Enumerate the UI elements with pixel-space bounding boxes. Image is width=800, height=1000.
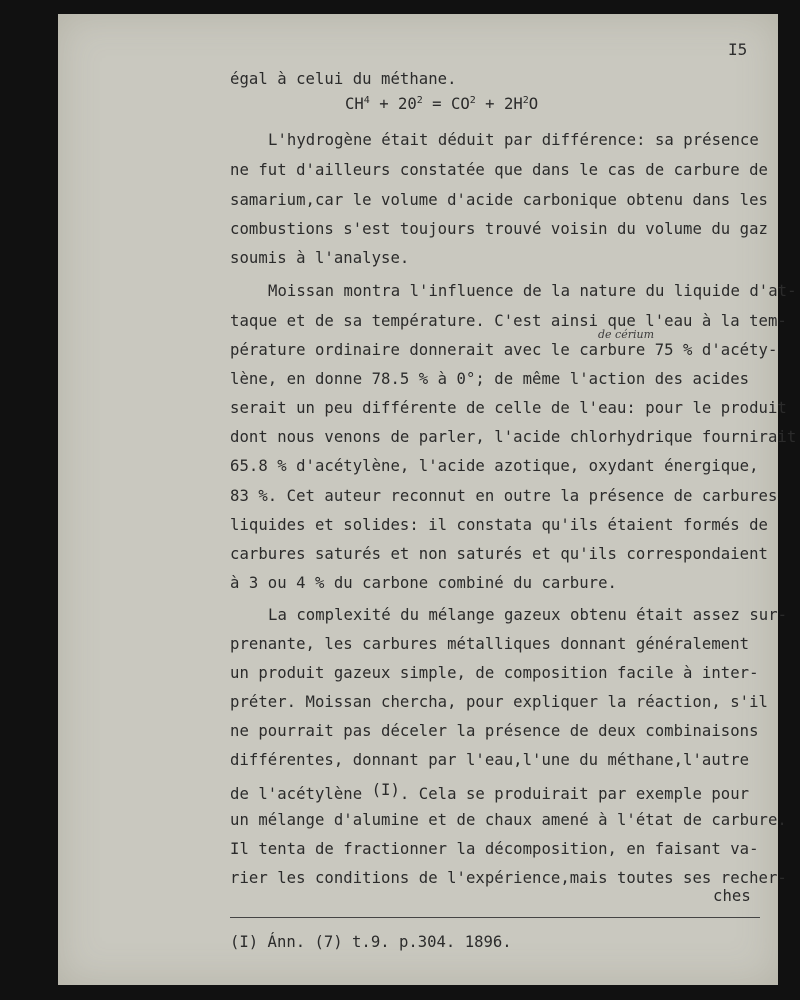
text-line: à 3 ou 4 % du carbone combiné du carbure.	[230, 574, 617, 592]
page-number: I5	[728, 40, 748, 59]
footnote-divider	[230, 917, 760, 918]
text-line: carbures saturés et non saturés et qu'ils correspondaient	[230, 545, 768, 563]
text-line: 65.8 % d'acétylène, l'acide azotique, oxydant énergique,	[230, 457, 759, 475]
text-line: ne fut d'ailleurs constatée que dans le cas de carbure de	[230, 161, 768, 179]
text-line: L'hydrogène était déduit par différence: sa présence	[268, 131, 759, 149]
text-line: préter. Moissan chercha, pour expliquer la réaction, s'il	[230, 693, 768, 711]
text-line: 83 %. Cet auteur reconnut en outre la présence de carbures	[230, 487, 778, 505]
handwritten-annotation: de cérium	[598, 328, 655, 341]
footnote: (I) Ánn. (7) t.9. p.304. 1896.	[230, 933, 512, 951]
text-line: ches	[713, 887, 751, 905]
text-line: samarium,car le volume d'acide carbonique obtenu dans les	[230, 191, 768, 209]
text-line: égal à celui du méthane.	[230, 70, 457, 88]
text-line: taque et de sa température. C'est ainsi que l'eau à la tem-	[230, 312, 787, 330]
text-line: combustions s'est toujours trouvé voisin du volume du gaz	[230, 220, 768, 238]
chemical-equation: $CH^4 + 20^2 = CO^2 + 2H^2O$	[345, 95, 539, 113]
text-line: Moissan montra l'influence de la nature du liquide d'at-	[268, 282, 797, 300]
text-line: ne pourrait pas déceler la présence de deux combinaisons	[230, 722, 759, 740]
footnote-reference: (I)	[371, 781, 400, 799]
text-line: pérature ordinaire donnerait avec le carbure 75 % d'acéty-	[230, 341, 778, 359]
text-line: serait un peu différente de celle de l'eau: pour le produit	[230, 399, 787, 417]
text-line: lène, en donne 78.5 % à 0°; de même l'action des acides	[230, 370, 750, 388]
text-line: de l'acétylène (I). Cela se produirait par exemple pour	[230, 781, 750, 803]
text-line: dont nous venons de parler, l'acide chlorhydrique fournirait	[230, 428, 797, 446]
text-line: rier les conditions de l'expérience,mais toutes ses recher-	[230, 869, 787, 887]
text-line: un mélange d'alumine et de chaux amené à l'état de carbure.	[230, 811, 787, 829]
text-line: un produit gazeux simple, de composition facile à inter-	[230, 664, 759, 682]
text-line: prenante, les carbures métalliques donnant généralement	[230, 635, 750, 653]
text-line: La complexité du mélange gazeux obtenu était assez sur-	[268, 606, 788, 624]
text-line: différentes, donnant par l'eau,l'une du méthane,l'autre	[230, 751, 750, 769]
text-line: liquides et solides: il constata qu'ils étaient formés de	[230, 516, 768, 534]
text-line: Il tenta de fractionner la décomposition, en faisant va-	[230, 840, 759, 858]
text-line: soumis à l'analyse.	[230, 249, 410, 267]
